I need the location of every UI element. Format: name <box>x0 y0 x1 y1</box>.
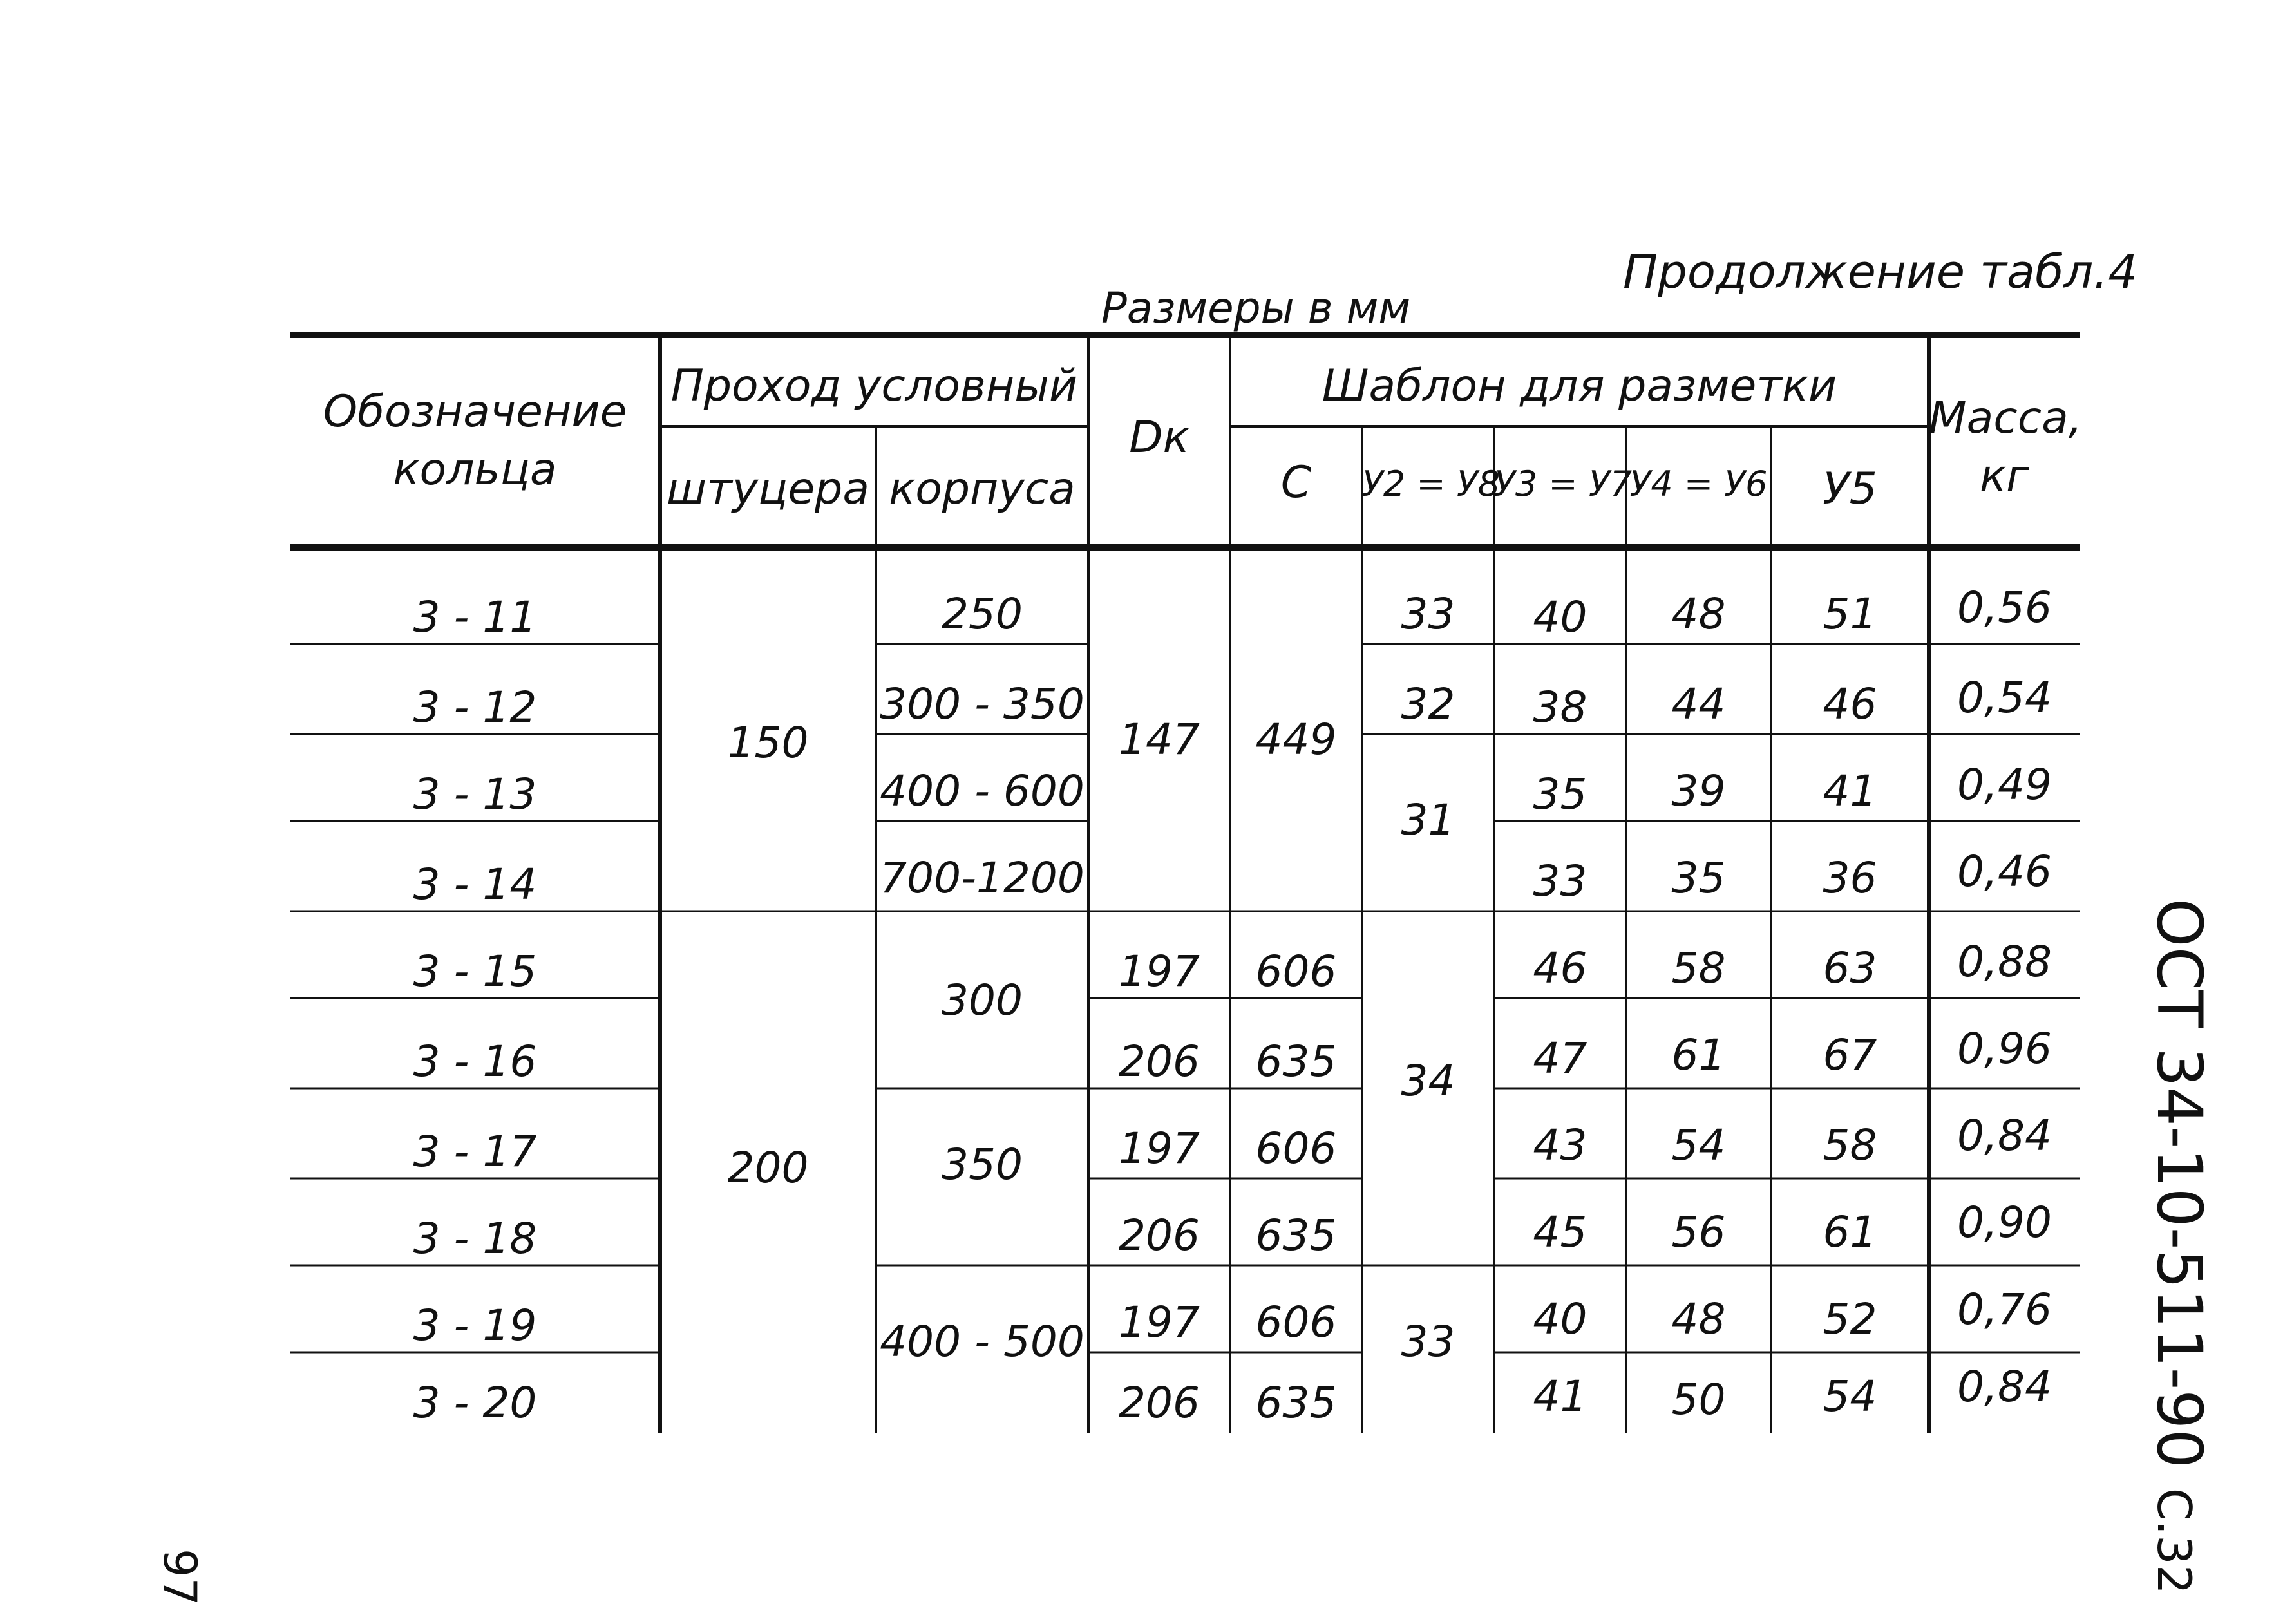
row-designation: 3 - 19 <box>413 1301 537 1350</box>
page-number: 97 <box>153 1549 206 1607</box>
y3-y7-value: 43 <box>1533 1120 1587 1170</box>
body-400-500: 400 - 500 <box>880 1317 1085 1366</box>
y4-y6-value: 39 <box>1671 766 1726 816</box>
y4-y6-value: 56 <box>1671 1207 1726 1257</box>
y3-y7-value: 40 <box>1533 592 1587 642</box>
header-y5: У5 <box>1823 464 1877 515</box>
standard-code: ОСТ 34-10-511-90 <box>2143 898 2215 1469</box>
header-c: C <box>1280 457 1312 508</box>
c-449: 449 <box>1255 715 1337 764</box>
y3-y7-value: 40 <box>1533 1294 1587 1344</box>
body-350: 350 <box>942 1140 1023 1189</box>
y4-y6-value: 54 <box>1671 1120 1726 1170</box>
y3-y7-value: 45 <box>1533 1207 1587 1257</box>
y4-y6-value: 50 <box>1671 1375 1726 1424</box>
row-designation: 3 - 12 <box>413 683 537 732</box>
row-designation: 3 - 15 <box>413 947 537 996</box>
header-mass-line1: Масса, <box>1929 393 2083 444</box>
y4-y6-value: 35 <box>1671 853 1726 903</box>
dk-value: 206 <box>1119 1037 1200 1086</box>
y2-y8-value: 31 <box>1401 795 1455 845</box>
y3-y7-value: 47 <box>1533 1034 1587 1083</box>
row-designation: 3 - 14 <box>413 860 537 909</box>
c-value: 635 <box>1255 1378 1337 1428</box>
y3-y7-value: 41 <box>1533 1372 1587 1421</box>
header-y2-y8: У2 = У8 <box>1362 464 1501 504</box>
row-designation: 3 - 20 <box>413 1378 537 1428</box>
mass-value: 0,49 <box>1957 760 2052 809</box>
header-dk: Dк <box>1129 412 1189 463</box>
c-value: 606 <box>1255 1124 1337 1173</box>
dk-value: 206 <box>1119 1211 1200 1260</box>
row-designation: 3 - 16 <box>413 1037 537 1086</box>
header-y4-y6: У4 = У6 <box>1629 464 1768 504</box>
body-400-600: 400 - 600 <box>880 766 1085 816</box>
body-700-1200: 700-1200 <box>880 853 1085 903</box>
mass-value: 0,46 <box>1957 847 2052 896</box>
c-value: 635 <box>1255 1037 1337 1086</box>
fitting-150: 150 <box>727 718 809 768</box>
row-designation: 3 - 13 <box>413 770 537 819</box>
header-y3-y7: У3 = У7 <box>1494 464 1633 504</box>
c-value: 606 <box>1255 1298 1337 1347</box>
mass-value: 0,88 <box>1957 937 2052 987</box>
y4-y6-value: 48 <box>1671 589 1726 639</box>
dk-value: 197 <box>1119 1298 1200 1347</box>
dk-value: 197 <box>1119 1124 1200 1173</box>
y4-y6-value: 44 <box>1671 679 1726 729</box>
body-250: 250 <box>942 589 1023 639</box>
y4-y6-value: 61 <box>1671 1030 1726 1080</box>
mass-value: 0,96 <box>1957 1024 2052 1073</box>
header-designation-line1: Обозначение <box>323 386 627 437</box>
mass-value: 0,84 <box>1957 1111 2052 1160</box>
y5-value: 41 <box>1823 766 1877 816</box>
y5-value: 54 <box>1823 1372 1877 1421</box>
y2-y8-value: 34 <box>1401 1056 1455 1106</box>
y2-y8-value: 32 <box>1401 679 1455 729</box>
y5-value: 63 <box>1823 943 1877 993</box>
mass-value: 0,90 <box>1957 1198 2052 1247</box>
y5-value: 46 <box>1823 679 1877 729</box>
c-value: 606 <box>1255 947 1337 996</box>
c-value: 635 <box>1255 1211 1337 1260</box>
y5-value: 58 <box>1823 1120 1877 1170</box>
y2-y8-value: 33 <box>1401 1317 1455 1366</box>
y3-y7-value: 35 <box>1533 770 1587 819</box>
mass-value: 0,56 <box>1957 583 2052 632</box>
y5-value: 67 <box>1823 1030 1877 1080</box>
header-passage: Проход условный <box>670 361 1078 411</box>
row-designation: 3 - 11 <box>413 592 537 642</box>
y5-value: 36 <box>1823 853 1877 903</box>
body-300: 300 <box>942 976 1023 1025</box>
table-caption: Продолжение табл.4 <box>1623 245 2138 299</box>
standard-designation <box>2143 898 2215 1594</box>
header-body: корпуса <box>889 464 1075 515</box>
body-300-350: 300 - 350 <box>880 679 1085 729</box>
header-template: Шаблон для разметки <box>1322 361 1837 411</box>
dk-147: 147 <box>1119 715 1200 764</box>
header-mass-line2: кг <box>1980 451 2029 502</box>
y5-value: 51 <box>1823 589 1877 639</box>
fitting-200: 200 <box>727 1143 809 1193</box>
y4-y6-value: 58 <box>1671 943 1726 993</box>
y3-y7-value: 33 <box>1533 856 1587 906</box>
mass-value: 0,54 <box>1957 673 2052 722</box>
y2-y8-value: 33 <box>1401 589 1455 639</box>
y5-value: 52 <box>1823 1294 1877 1344</box>
y4-y6-value: 48 <box>1671 1294 1726 1344</box>
header-designation-line2: кольца <box>393 444 557 495</box>
row-designation: 3 - 18 <box>413 1214 537 1263</box>
y5-value: 61 <box>1823 1207 1877 1257</box>
mass-value: 0,84 <box>1957 1362 2052 1412</box>
dk-value: 206 <box>1119 1378 1200 1428</box>
sheet-number: С.32 <box>2147 1487 2201 1594</box>
dk-value: 197 <box>1119 947 1200 996</box>
y3-y7-value: 38 <box>1533 683 1587 732</box>
header-fitting: штуцера <box>666 464 870 515</box>
mass-value: 0,76 <box>1957 1285 2052 1334</box>
row-designation: 3 - 17 <box>413 1127 537 1176</box>
units-note: Размеры в мм <box>1101 283 1411 333</box>
y3-y7-value: 46 <box>1533 943 1587 993</box>
